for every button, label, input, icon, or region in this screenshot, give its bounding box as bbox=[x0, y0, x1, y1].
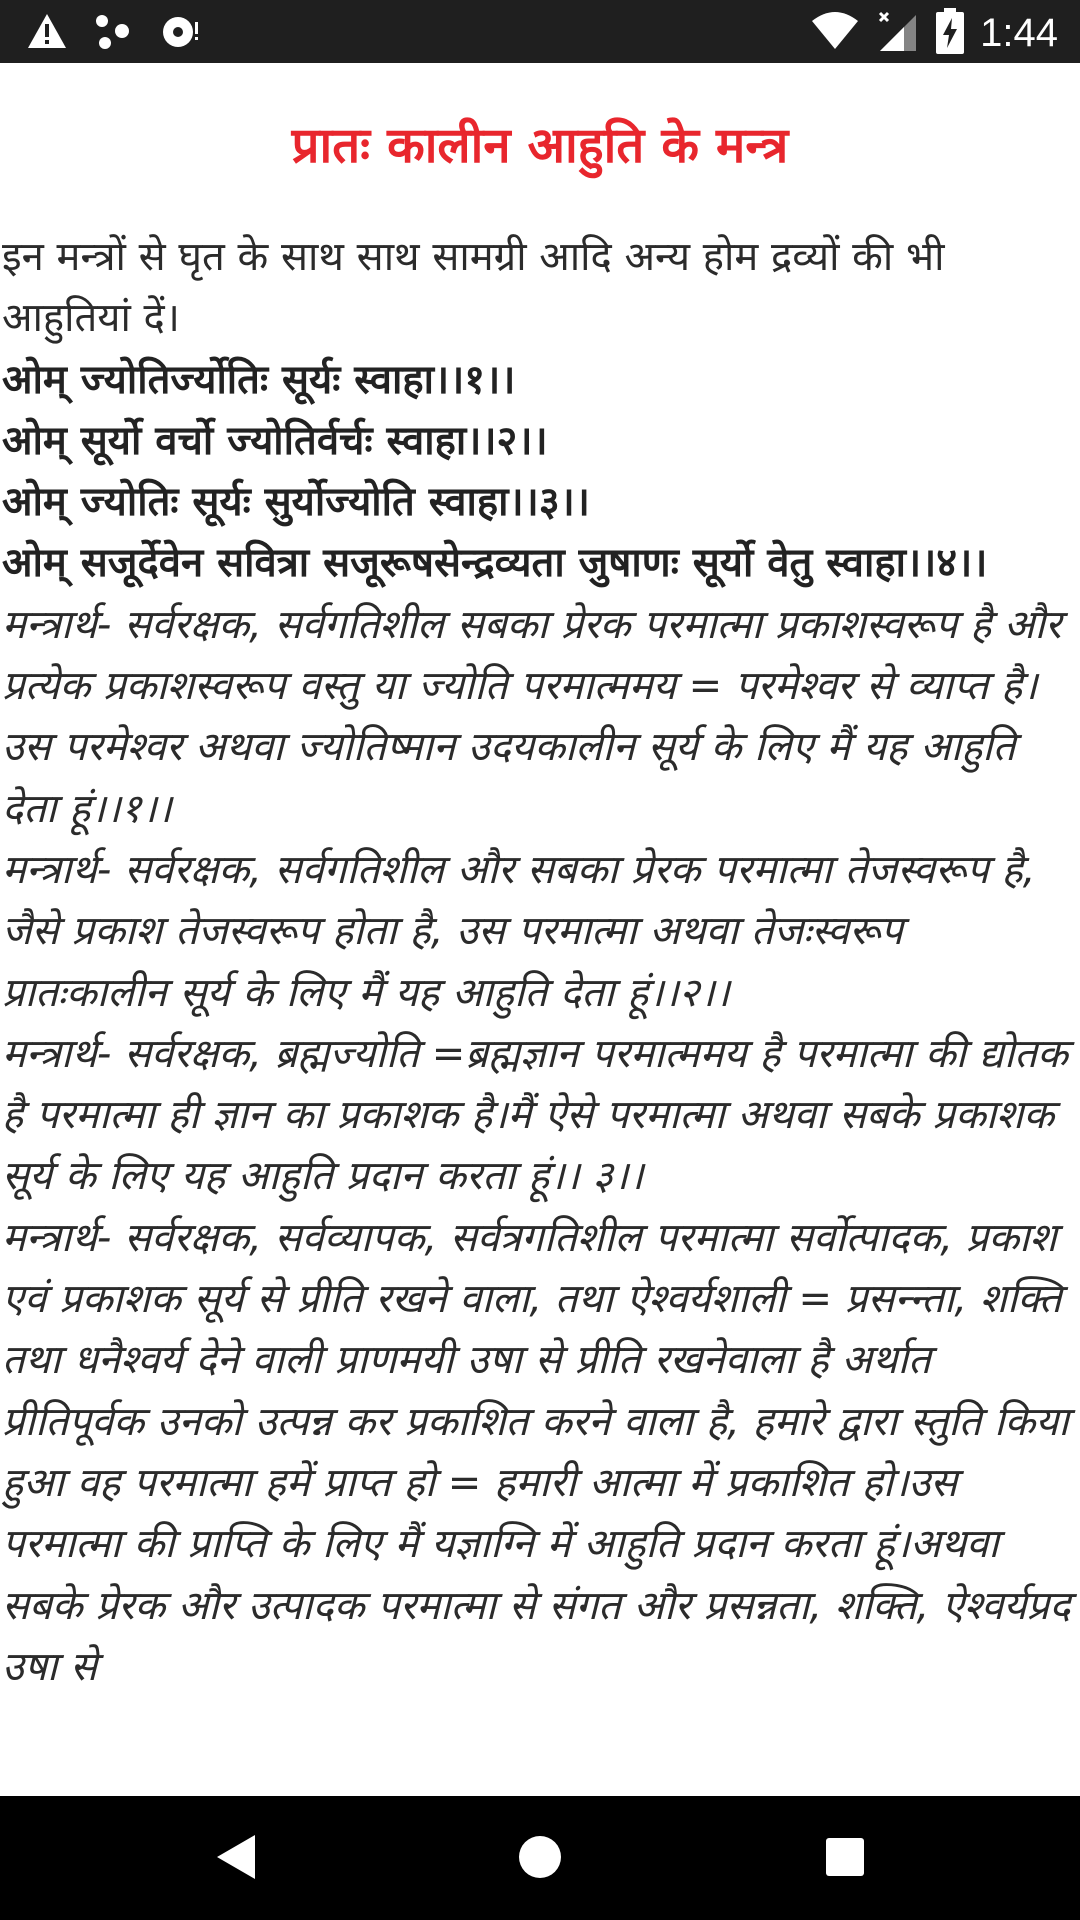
content-scroll-area[interactable] bbox=[0, 63, 1080, 1796]
status-left-icons bbox=[26, 12, 202, 54]
content-body bbox=[0, 227, 1080, 1698]
status-right-icons bbox=[810, 8, 1058, 58]
back-button[interactable] bbox=[200, 1824, 270, 1894]
home-icon bbox=[517, 1834, 563, 1884]
status-bar bbox=[0, 0, 1080, 63]
battery-charging-icon bbox=[936, 8, 964, 58]
back-icon bbox=[213, 1833, 257, 1885]
page-title: प्रातः कालीन आहुति के मन्त्र bbox=[291, 117, 789, 174]
mantra-4: ओम् सजूर्देवेन सवित्रा सजूरूषसेन्द्रव्यता जुषाणः सूर्यो वेतु स्वाहा।।४।। bbox=[2, 540, 988, 587]
mantra-1: ओम् ज्योतिर्ज्योतिः सूर्यः स्वाहा।।१।। bbox=[2, 356, 516, 403]
meaning-3: मन्त्रार्थ- सर्वरक्षक, ब्रह्मज्योति =ब्रह्मज्ञान परमात्ममय है परमात्मा की द्योतक है परमात्मा ही ज्ञान का प्रकाशक है।मैं ऐसे परमात्मा अथवा सबके प्रकाशक सूर्य के लिए यह आहुति प्रदान करता हूं।। ३।। bbox=[2, 1030, 1068, 1200]
navigation-bar bbox=[0, 1796, 1080, 1920]
status-clock: 1:44 bbox=[980, 11, 1058, 55]
wifi-icon bbox=[810, 9, 860, 57]
dots-icon bbox=[94, 12, 134, 54]
recents-button[interactable] bbox=[810, 1824, 880, 1894]
signal-icon bbox=[876, 9, 920, 57]
intro-text: इन मन्त्रों से घृत के साथ साथ सामग्री आदि अन्य होम द्रव्यों की भी आहुतियां दें। bbox=[2, 234, 945, 342]
media-icon bbox=[160, 12, 202, 54]
warning-icon bbox=[26, 12, 68, 54]
meaning-4: मन्त्रार्थ- सर्वरक्षक, सर्वव्यापक, सर्वत्रगतिशील परमात्मा सर्वोत्पादक, प्रकाश एवं प्रकाशक सूर्य से प्रीति रखने वाला, तथा ऐश्वर्यशाली = प्रसन्न्ता, शक्ति तथा धनैश्वर्य देने वाली प्राणमयी उषा से प्रीति रखनेवाला है अर्थात प्रीतिपूर्वक उनको उत्पन्न कर प्रकाशित करने वाला है, हमारे द्वारा स्तुति किया हुआ वह परमात्मा हमें प्राप्त हो = हमारी आत्मा में प्रकाशित हो।उस परमात्मा की प्राप्ति के लिए मैं यज्ञाग्नि में आहुति प्रदान करता हूं।अथवा सबके प्रेरक और उत्पादक परमात्मा से संगत और प्रसन्नता, शक्ति, ऐश्वर्यप्रद उषा से bbox=[2, 1214, 1071, 1690]
home-button[interactable] bbox=[505, 1824, 575, 1894]
meaning-1: मन्त्रार्थ- सर्वरक्षक, सर्वगतिशील सबका प्रेरक परमात्मा प्रकाशस्वरूप है और प्रत्येक प्रकाशस्वरूप वस्तु या ज्योति परमात्ममय = परमेश्वर से व्याप्त है।उस परमेश्वर अथवा ज्योतिष्मान उदयकालीन सूर्य के लिए मैं यह आहुति देता हूं।।१।। bbox=[2, 601, 1062, 832]
recents-icon bbox=[824, 1836, 866, 1882]
mantra-2: ओम् सूर्यो वर्चो ज्योतिर्वर्चः स्वाहा।।२।। bbox=[2, 417, 548, 464]
meaning-2: मन्त्रार्थ- सर्वरक्षक, सर्वगतिशील और सबका प्रेरक परमात्मा तेजस्वरूप है, जैसे प्रकाश तेजस्वरूप होता है, उस परमात्मा अथवा तेजःस्वरूप प्रातःकालीन सूर्य के लिए मैं यह आहुति देता हूं।।२।। bbox=[2, 846, 1036, 1016]
mantra-3: ओम् ज्योतिः सूर्यः सुर्योज्योति स्वाहा।।३।। bbox=[2, 479, 590, 526]
